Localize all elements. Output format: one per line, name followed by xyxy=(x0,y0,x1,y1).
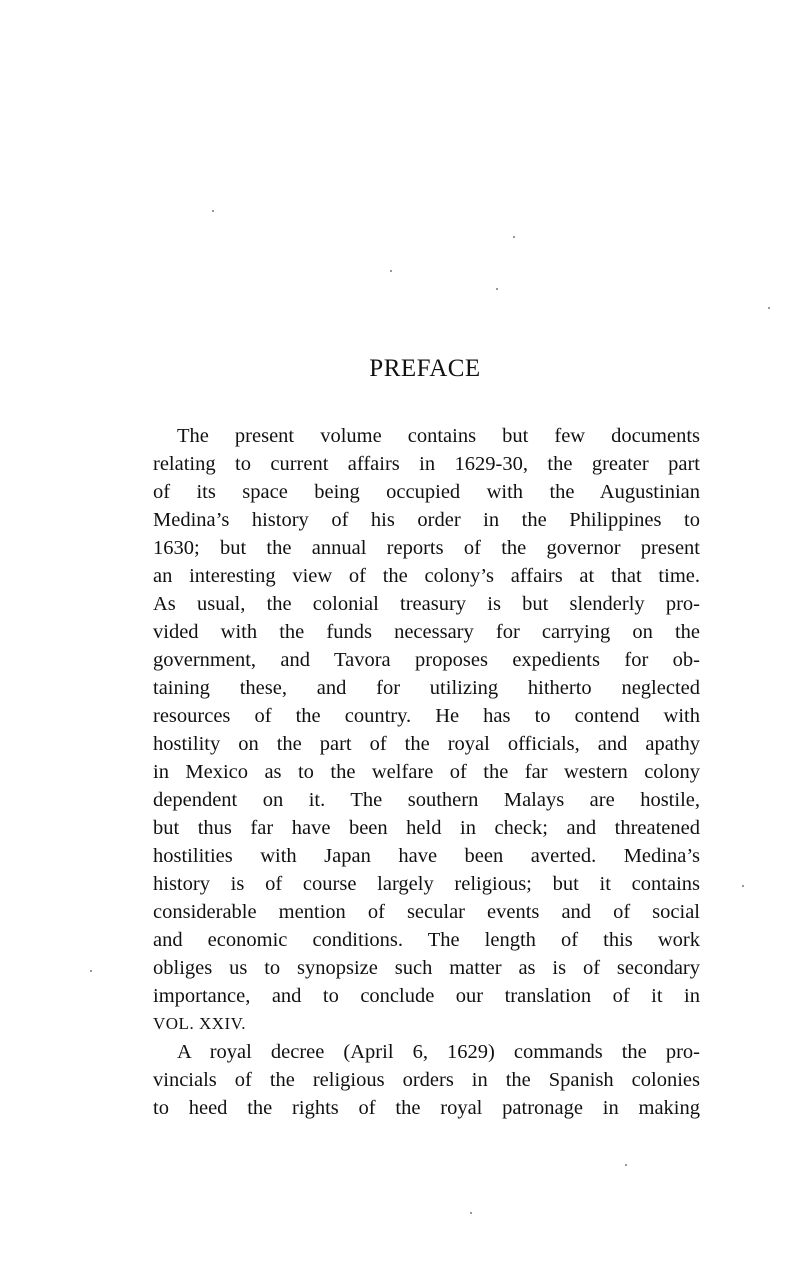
text-line: of its space being occupied with the Augustinian xyxy=(153,481,700,503)
text-line: obliges us to synopsize such matter as is of secondary xyxy=(153,957,700,979)
text-line: relating to current affairs in 1629-30, the greater part xyxy=(153,453,700,475)
text-line: resources of the country. He has to contend with xyxy=(153,705,700,727)
text-line: hostilities with Japan have been averted. Medina’s xyxy=(153,845,700,867)
text-line: The present volume contains but few documents xyxy=(177,425,700,447)
text-line: in Mexico as to the welfare of the far western colony xyxy=(153,761,700,783)
text-line: but thus far have been held in check; and threatened xyxy=(153,817,700,839)
text-line: and economic conditions. The length of this work xyxy=(153,929,700,951)
text-line: taining these, and for utilizing hitherto neglected xyxy=(153,677,700,699)
text-line: hostility on the part of the royal officials, and apathy xyxy=(153,733,700,755)
scan-speck xyxy=(513,236,515,238)
text-line: VOL. XXIV. xyxy=(153,1014,246,1033)
text-line: vincials of the religious orders in the Spanish colonies xyxy=(153,1069,700,1091)
scan-speck xyxy=(742,885,744,887)
scan-speck xyxy=(390,270,392,272)
scan-speck xyxy=(768,307,770,309)
text-line: dependent on it. The southern Malays are hostile, xyxy=(153,789,700,811)
text-line: importance, and to conclude our translation of it in xyxy=(153,985,700,1007)
text-line: As usual, the colonial treasury is but slenderly pro- xyxy=(153,593,700,615)
scan-speck xyxy=(90,970,92,972)
text-line: 1630; but the annual reports of the governor present xyxy=(153,537,700,559)
text-line: vided with the funds necessary for carrying on the xyxy=(153,621,700,643)
text-line: history is of course largely religious; but it contains xyxy=(153,873,700,895)
scan-speck xyxy=(496,288,498,290)
scan-speck xyxy=(625,1164,627,1166)
text-line: considerable mention of secular events and of social xyxy=(153,901,700,923)
text-line: to heed the rights of the royal patronage in making xyxy=(153,1097,700,1119)
text-line: an interesting view of the colony’s affairs at that time. xyxy=(153,565,700,587)
preface-body xyxy=(153,422,700,1122)
text-line: Medina’s history of his order in the Philippines to xyxy=(153,509,700,531)
scan-speck xyxy=(470,1212,472,1214)
page-title: PREFACE xyxy=(369,355,481,382)
text-line: government, and Tavora proposes expedients for ob- xyxy=(153,649,700,671)
scan-speck xyxy=(212,210,214,212)
text-line: A royal decree (April 6, 1629) commands the pro- xyxy=(177,1041,700,1063)
